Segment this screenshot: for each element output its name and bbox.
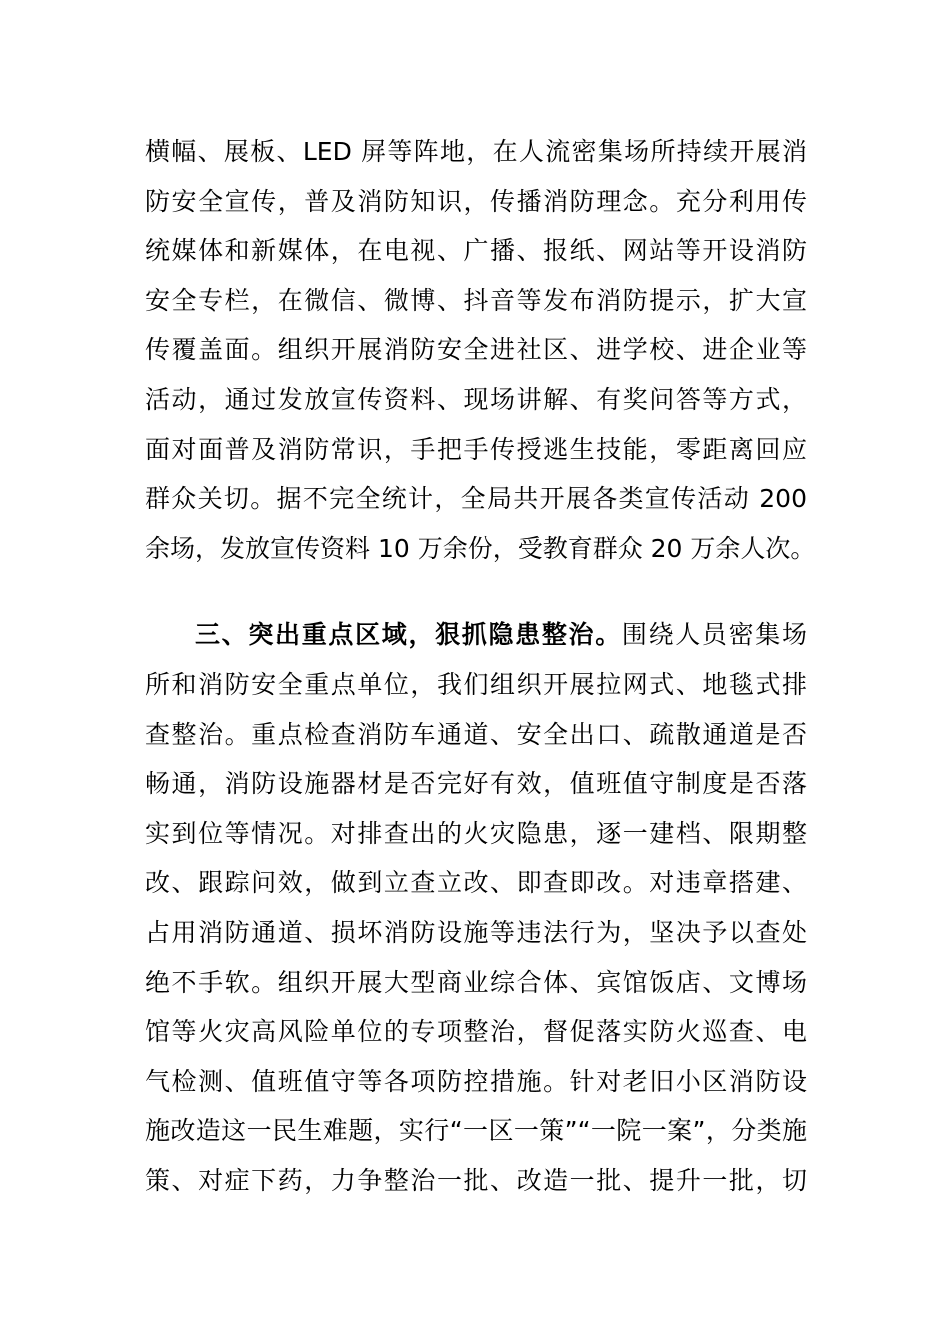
heading-continuation: 围绕人员密集场 — [621, 620, 807, 650]
paragraph-hazard-rectification — [145, 610, 807, 1205]
text-line: 馆等火灾高风险单位的专项整治，督促落实防火巡查、电 — [145, 1017, 807, 1047]
text-line: 余场，发放宣传资料 10 万余份，受教育群众 20 万余人次。 — [145, 533, 816, 563]
paragraph-first-line — [145, 610, 807, 660]
text-line: 策、对症下药，力争整治一批、改造一批、提升一批，切 — [145, 1165, 807, 1195]
text-line: 占用消防通道、损坏消防设施等违法行为，坚决予以查处 — [145, 917, 807, 947]
text-line: 实到位等情况。对排查出的火灾隐患，逐一建档、限期整 — [145, 818, 807, 848]
text-line: 畅通，消防设施器材是否完好有效，值班值守制度是否落 — [145, 769, 807, 799]
text-line: 施改造这一民生难题，实行“一区一策”“一院一案”，分类施 — [145, 1116, 807, 1146]
paragraph-publicity — [145, 127, 816, 573]
text-line: 横幅、展板、LED 屏等阵地，在人流密集场所持续开展消 — [145, 137, 807, 166]
text-line: 绝不手软。组织开展大型商业综合体、宾馆饭店、文博场 — [145, 967, 807, 997]
document-body — [145, 127, 816, 1205]
text-line: 面对面普及消防常识，手把手传授逃生技能，零距离回应 — [145, 434, 807, 464]
text-line: 改、跟踪问效，做到立查立改、即查即改。对违章搭建、 — [145, 868, 807, 898]
text-line: 活动，通过发放宣传资料、现场讲解、有奖问答等方式， — [145, 384, 807, 414]
text-line: 所和消防安全重点单位，我们组织开展拉网式、地毯式排 — [145, 669, 807, 699]
text-line: 传覆盖面。组织开展消防安全进社区、进学校、进企业等 — [145, 335, 807, 365]
text-line: 统媒体和新媒体，在电视、广播、报纸、网站等开设消防 — [145, 236, 807, 266]
text-line: 安全专栏，在微信、微博、抖音等发布消防提示，扩大宣 — [145, 285, 807, 315]
text-line: 防安全宣传，普及消防知识，传播消防理念。充分利用传 — [145, 186, 807, 216]
text-line: 查整治。重点检查消防车通道、安全出口、疏散通道是否 — [145, 719, 807, 749]
section-heading: 三、突出重点区域，狠抓隐患整治。 — [195, 620, 622, 650]
text-line: 气检测、值班值守等各项防控措施。针对老旧小区消防设 — [145, 1066, 807, 1096]
text-line: 群众关切。据不完全统计，全局共开展各类宣传活动 200 — [145, 484, 807, 514]
